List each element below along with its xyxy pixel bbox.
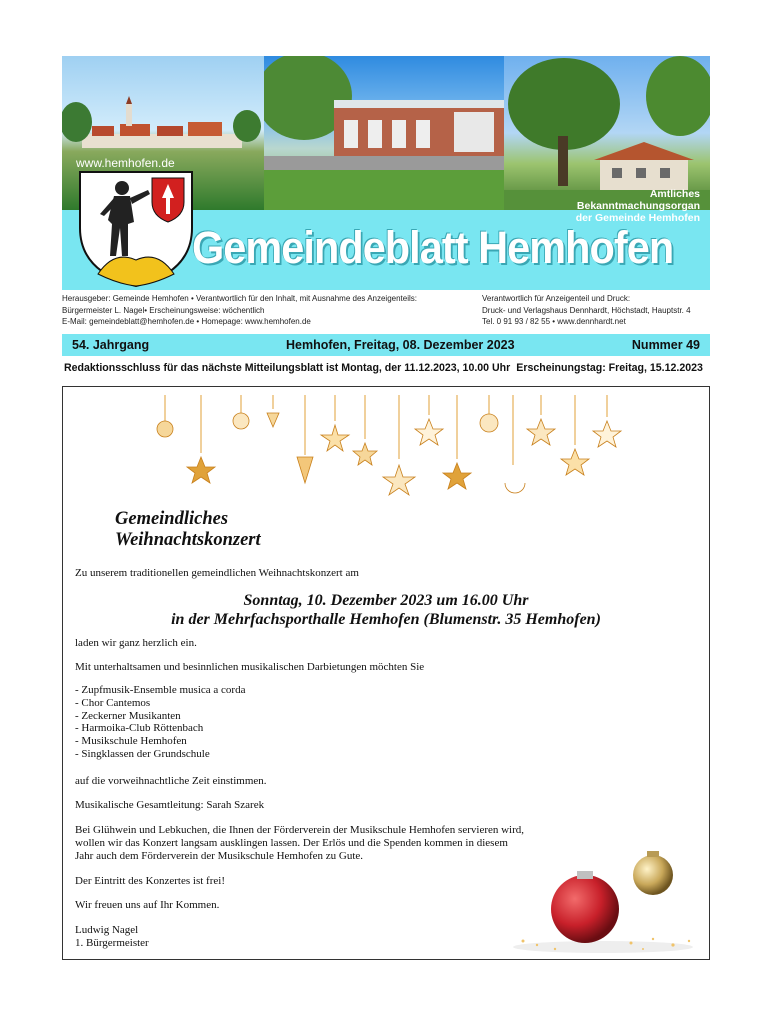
municipal-coat-of-arms-icon [74,164,198,288]
welcome-paragraph: Wir freuen uns auf Ihr Kommen. [75,899,220,911]
issue-volume: 54. Jahrgang [72,338,150,352]
admission-paragraph: Der Eintritt des Konzertes ist frei! [75,875,225,887]
list-item: - Zeckerner Musikanten [75,709,181,722]
event-details [63,591,709,629]
music-direction-paragraph: Musikalische Gesamtleitung: Sarah Szarek [75,799,265,811]
list-item: - Chor Cantemos [75,696,151,709]
publication-day-text: Erscheinungstag: Freitag, 15.12.2023 [516,362,703,374]
printer-contact-line[interactable]: Tel. 0 91 93 / 82 55 • www.dennhardt.net [482,317,626,326]
publisher-line: Bürgermeister L. Nagel• Erscheinungsweise: wöchentlich [62,305,265,315]
event-venue: in der Mehrfachsporthalle Hemhofen (Blumenstr. 35 Hemhofen) [171,611,601,628]
issue-date: Hemhofen, Freitag, 08. Dezember 2023 [286,338,515,352]
railway-station-photo [264,56,504,210]
list-item: - Harmoika-Club Röttenbach [75,722,204,735]
list-item: - Musikschule Hemhofen [75,735,187,748]
ensemble-list [75,684,245,761]
closing-paragraph: auf die vorweihnachtliche Zeit einstimmen. [75,775,267,787]
refreshments-line: wollen wir das Konzert langsam ausklingen lassen. Der Erlös und die Spenden kommen in diesem [75,837,508,849]
article-box [62,386,710,960]
refreshments-line: Bei Glühwein und Lebkuchen, die Ihnen der Förderverein der Musikschule Hemhofen servieren wird, [75,824,525,836]
refreshments-line: Jahr auch dem Förderverein der Musikschule Hemhofen zu Gute. [75,850,364,862]
printer-line: Druck- und Verlagshaus Dennhardt, Höchstadt, Hauptstr. 4 [482,305,691,315]
signature-name: Ludwig Nagel [75,924,139,936]
christmas-baubles-icon [503,845,703,955]
tree-and-house-photo [504,56,710,210]
event-date-time: Sonntag, 10. Dezember 2023 um 16.00 Uhr [243,592,529,609]
invite-paragraph: laden wir ganz herzlich ein. [75,637,197,649]
signature-role: 1. Bürgermeister [75,937,149,949]
publisher-contact-line[interactable]: E-Mail: gemeindeblatt@hemhofen.de • Homepage: www.hemhofen.de [62,317,311,326]
masthead [62,56,710,290]
issue-bar [62,334,710,356]
performances-paragraph: Mit unterhaltsamen und besinnlichen musikalischen Darbietungen möchten Sie [75,661,425,673]
list-item: - Zupfmusik-Ensemble musica a corda [75,684,246,696]
official-gazette-tagline: Amtliches Bekanntmachungsorgan der Gemeinde Hemhofen [575,188,700,224]
newspaper-title: Gemeindeblatt Hemhofen [192,222,674,273]
editorial-deadline-text: Redaktionsschluss für das nächste Mitteilungsblatt ist Montag, der 11.12.2023, 10.00 Uhr [64,362,511,374]
printer-line: Verantwortlich für Anzeigenteil und Druck: [482,294,631,303]
hanging-christmas-ornaments-icon [143,387,643,505]
intro-paragraph: Zu unserem traditionellen gemeindlichen Weihnachtskonzert am [75,567,359,579]
publisher-info-left [62,293,462,328]
editorial-deadline [64,362,708,374]
list-item: - Singklassen der Grundschule [75,747,210,760]
issue-number: Nummer 49 [631,338,700,352]
article-title: Gemeindliches Weihnachtskonzert [115,509,261,550]
publisher-line: Herausgeber: Gemeinde Hemhofen • Verantwortlich für den Inhalt, mit Ausnahme des Anzeigenteils: [62,294,417,303]
publisher-info-right [482,293,712,328]
website-url[interactable]: www.hemhofen.de [76,156,175,170]
